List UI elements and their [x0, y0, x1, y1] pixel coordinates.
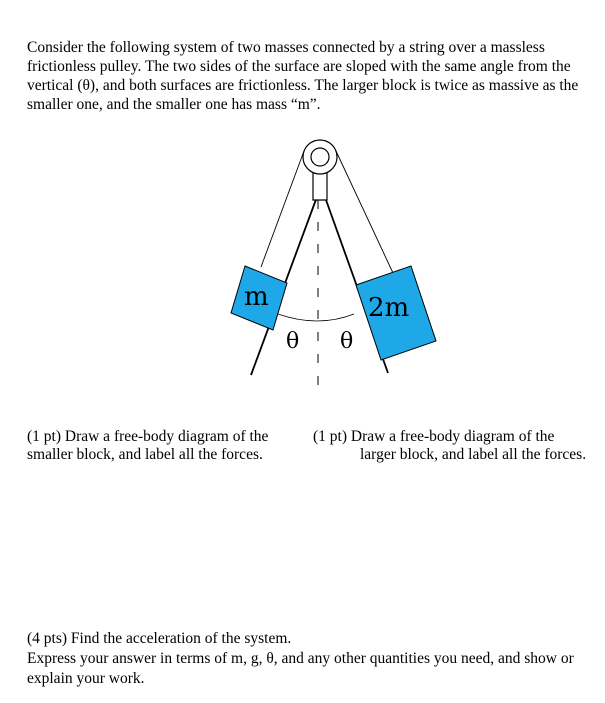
angle-label-left: θ	[286, 329, 300, 354]
question-acceleration	[27, 629, 597, 689]
angle-arc	[278, 314, 354, 321]
question-small-block-fbd: (1 pt) Draw a free-body diagram of the smaller block, and label all the forces.	[27, 428, 269, 463]
angle-label-right: θ	[340, 329, 354, 354]
large-block-label: 2m	[368, 293, 410, 323]
small-block-label: m	[244, 282, 269, 312]
question-large-block-fbd	[313, 428, 598, 464]
string-right	[336, 151, 393, 273]
problem-intro: Consider the following system of two masses connected by a string over a massless frictionless pulley. The two sides of the surface are sloped with the same angle from the vertical (θ), and both surfaces are frictionless. The larger block is twice as massive as the smaller one, and the smaller one has mass “m”.	[27, 39, 579, 113]
question-large-block-line2: larger block, and label all the forces.	[360, 446, 587, 463]
pulley-axle	[311, 148, 329, 166]
question-acceleration-line2: Express your answer in terms of m, g, θ, and any other quantities you need, and show or explain your work.	[27, 650, 574, 687]
question-large-block-line1: (1 pt) Draw a free-body diagram of the	[313, 428, 555, 445]
question-acceleration-line1: (4 pts) Find the acceleration of the system.	[27, 630, 292, 647]
